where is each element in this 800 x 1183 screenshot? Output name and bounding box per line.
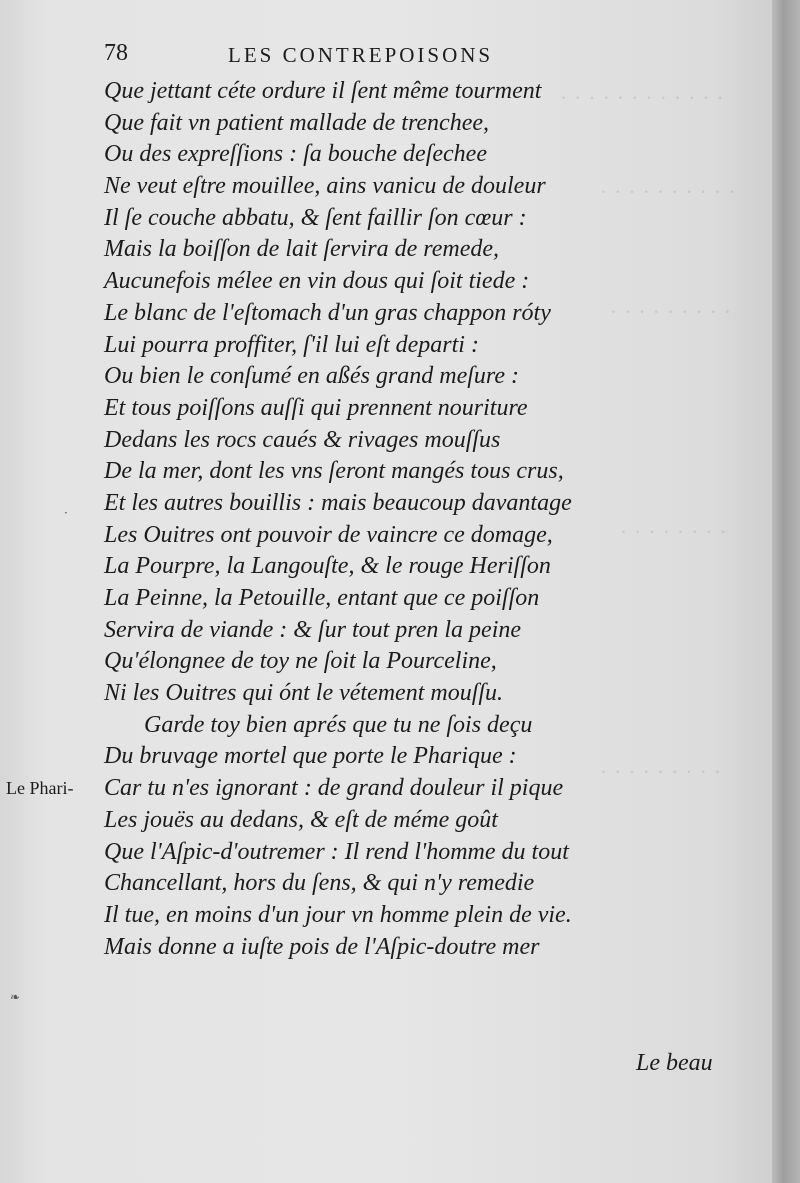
verse-line: Qu'élongnee de toy ne ſoit la Pourceline, [104, 648, 497, 675]
verse-line: Ou bien le conſumé en aßés grand meſure : [104, 363, 520, 390]
verse-line: Ne veut eſtre mouillee, ains vanicu de douleur [104, 173, 546, 200]
bleed-through-decor: · · · · · · · · · · [600, 180, 737, 204]
bleed-through-decor: · · · · · · · · [620, 520, 728, 544]
verse-line: Mais la boiſſon de lait ſervira de remede, [104, 236, 500, 263]
verse-line: Chancellant, hors du ſens, & qui n'y remedie [104, 870, 535, 897]
verse-line: Le blanc de l'eſtomach d'un gras chappon róty [104, 299, 551, 326]
bleed-through-decor: · · · · · · · · · [610, 300, 732, 324]
bleed-through-decor: · · · · · · · · · [600, 760, 722, 784]
verse-block [104, 76, 724, 963]
page-edge [772, 0, 800, 1183]
page-number: 78 [104, 40, 128, 66]
verse-line: Et les autres bouillis : mais beaucoup davantage [104, 489, 572, 516]
ink-speck-decor: · [64, 506, 68, 520]
verse-line: Il tue, en moins d'un jour vn homme plein de vie. [104, 901, 572, 928]
bleed-through-decor: · · · · · · · · · · · · [560, 86, 725, 110]
verse-line: Les jouës au dedans, & eſt de méme goût [104, 806, 498, 833]
verse-line: Que fait vn patient mallade de trenchee, [104, 109, 489, 136]
verse-line: Garde toy bien aprés que tu ne ſois deçu [144, 711, 533, 738]
verse-line: La Peinne, la Petouille, entant que ce poiſſon [104, 585, 540, 611]
verse-line: Car tu n'es ignorant : de grand douleur il pique [104, 775, 564, 802]
margin-note: Le Phari- [6, 778, 74, 798]
catchword: Le beau [636, 1050, 713, 1076]
verse-line: Il ſe couche abbatu, & ſent faillir ſon cœur : [104, 204, 527, 231]
verse-line: Et tous poiſſons auſſi qui prennent nouriture [104, 394, 528, 421]
verse-line: Servira de viande : & ſur tout pren la peine [104, 616, 522, 643]
verse-line: Les Ouitres ont pouvoir de vaincre ce domage, [104, 521, 553, 548]
verse-line: Du bruvage mortel que porte le Pharique : [104, 743, 517, 770]
verse-line: Ou des expreſſions : ſa bouche deſechee [104, 141, 487, 168]
page-header [104, 40, 584, 70]
verse-line: Aucunefois mélee en vin dous qui ſoit tiede : [104, 268, 530, 295]
verse-line: Dedans les rocs caués & rivages mouſſus [104, 426, 501, 453]
verse-line: Que l'Aſpic-d'outremer : Il rend l'homme du tout [104, 838, 569, 865]
verse-line: La Pourpre, la Langouſte, & le rouge Heriſſon [104, 553, 551, 580]
running-title: LES CONTREPOISONS [228, 43, 494, 67]
verse-line: Lui pourra proffiter, ſ'il lui eſt departi : [104, 331, 479, 358]
verse-line: Mais donne a iuſte pois de l'Aſpic-doutre mer [104, 933, 540, 960]
verse-line: De la mer, dont les vns ſeront mangés tous crus, [104, 458, 564, 485]
ink-speck-decor: ❧ [10, 990, 21, 1004]
verse-line: Que jettant céte ordure il ſent même tourment [104, 78, 542, 104]
verse-line: Ni les Ouitres qui ónt le vétement mouſſu. [104, 680, 504, 707]
